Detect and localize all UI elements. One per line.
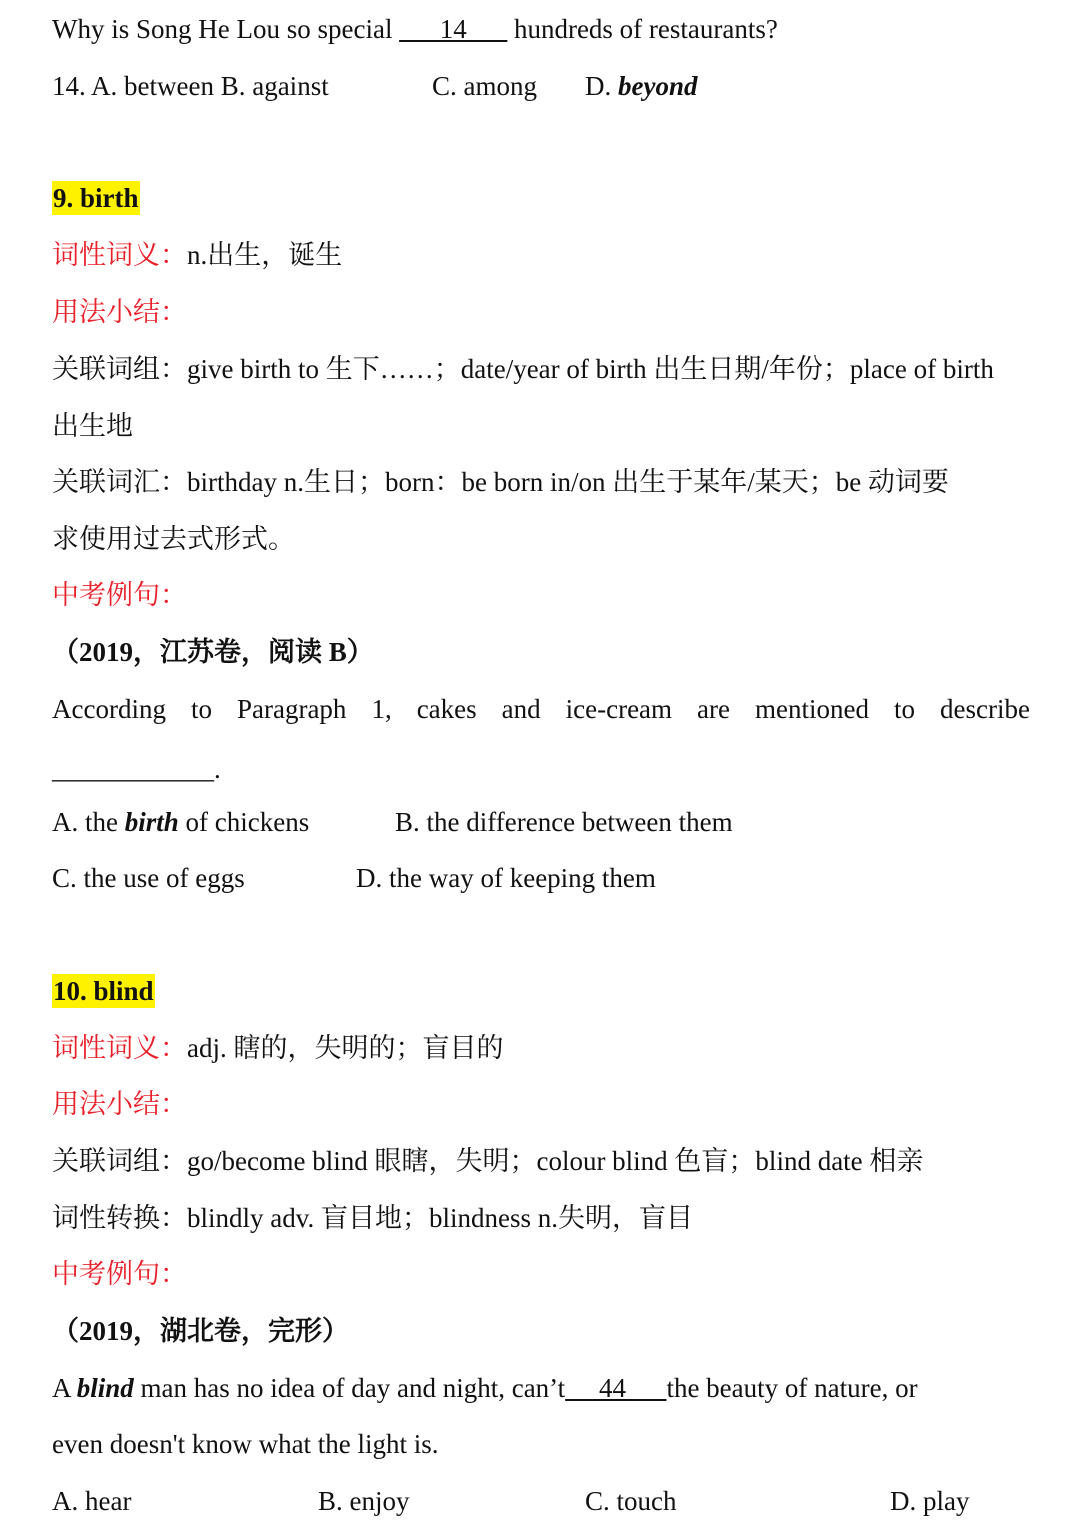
usage-label: 用法小结： [52,297,187,327]
option-d: D. the way of keeping them [356,863,656,893]
entry-heading-blind: 10. blind [53,976,154,1006]
example-label: 中考例句： [52,580,187,610]
example-source: （2019，江苏卷，阅读 B） [52,637,374,667]
related-phrases-cont: 出生地 [52,411,133,441]
option-b: B. the difference between them [395,807,733,837]
option-a-b: 14. A. between B. against [52,71,329,101]
answer-blank: ___14___ [399,14,508,44]
example-source: （2019，湖北卷，完形） [52,1316,349,1346]
option-b: B. enjoy [318,1486,410,1516]
option-d: D. play [890,1486,970,1516]
example-sentence: According to Paragraph 1, cakes and ice-cream are mentioned to describe [52,694,1030,724]
usage-label: 用法小结： [52,1089,187,1119]
option-a: A. the birth of chickens [52,807,310,837]
pos-meaning-line: 词性词义：n.出生，诞生 [52,240,343,270]
example-sentence-cont: even doesn't know what the light is. [52,1429,439,1459]
option-a: A. hear [52,1486,132,1516]
option-c: C. the use of eggs [52,863,245,893]
entry-heading-birth: 9. birth [53,183,139,213]
option-c: C. among [432,71,537,101]
option-d: D. beyond [585,71,698,101]
sentence-blank: ____________. [52,754,221,784]
example-sentence: A blind man has no idea of day and night, can’t 44 the beauty of nature, or [52,1373,918,1403]
option-c: C. touch [585,1486,677,1516]
related-phrases: 关联词组：go/become blind 眼瞎，失明；colour blind 色盲；blind date 相亲 [52,1146,924,1176]
related-vocab-cont: 求使用过去式形式。 [52,524,295,554]
answer-blank: 44 [565,1373,667,1403]
pos-label: 词性词义： [52,240,187,270]
related-phrases: 关联词组：give birth to 生下……；date/year of birth 出生日期/年份；place of birth [52,354,994,384]
related-vocab: 关联词汇：birthday n.生日；born：be born in/on 出生于某年/某天；be 动词要 [52,467,949,497]
pos-label: 词性词义： [52,1033,187,1063]
question-14: Why is Song He Lou so special ___14___ hundreds of restaurants? [52,14,778,44]
pos-meaning-line: 词性词义：adj. 瞎的，失明的；盲目的 [52,1033,504,1063]
word-conversion: 词性转换：blindly adv. 盲目地；blindness n.失明，盲目 [52,1203,693,1233]
example-label: 中考例句： [52,1259,187,1289]
